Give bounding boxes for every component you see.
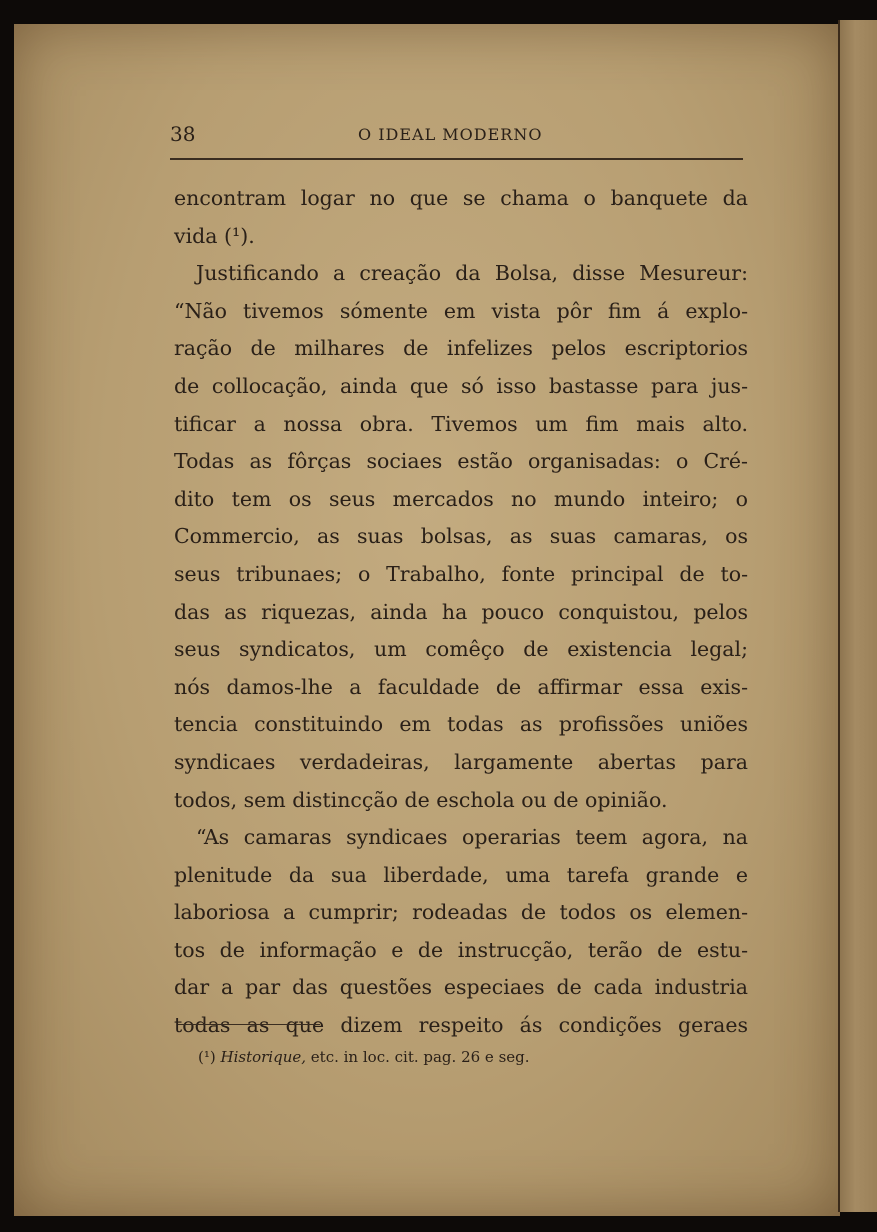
text-line: nós damos-lhe a faculdade de affirmar essa exis-: [174, 674, 748, 699]
header-rule: [170, 158, 743, 160]
text-line: das as riquezas, ainda ha pouco conquistou, pelos: [174, 599, 748, 624]
text-line: ração de milhares de infelizes pelos escriptorios: [174, 336, 748, 361]
text-line: Todas as fôrças sociaes estão organisadas: o Cré-: [174, 449, 748, 474]
text-line: todos, sem distincção de eschola ou de opinião.: [174, 787, 668, 812]
text-line: syndicaes verdadeiras, largamente abertas para: [174, 749, 748, 774]
text-line: plenitude da sua liberdade, uma tarefa grande e: [174, 862, 748, 887]
footnote-title: Historique,: [220, 1048, 307, 1066]
page-header: [170, 122, 743, 148]
text-line: seus tribunaes; o Trabalho, fonte principal de to-: [174, 561, 748, 586]
text-line: encontram logar no que se chama o banquete da: [174, 186, 748, 210]
text-line: tificar a nossa obra. Tivemos um fim mais alto.: [174, 411, 748, 436]
text-line: tencia constituindo em todas as profissões uniões: [174, 712, 748, 737]
text-line: laboriosa a cumprir; rodeadas de todos os elemen-: [174, 900, 748, 925]
text-line: Justificando a creação da Bolsa, disse Mesureur:: [196, 261, 748, 286]
text-line: de collocação, ainda que só isso bastasse para jus-: [174, 373, 748, 398]
text-line: dito tem os seus mercados no mundo inteiro; o: [174, 486, 748, 511]
body-text: [174, 180, 748, 1045]
text-line: Commercio, as suas bolsas, as suas camaras, os: [174, 524, 748, 549]
text-line: vida (¹).: [174, 223, 255, 248]
text-line: “Não tivemos sómente em vista pôr fim á explo-: [174, 298, 748, 323]
footnote-marker: (¹): [198, 1048, 216, 1066]
next-page-edge: [838, 20, 877, 1212]
text-line: dar a par das questões especiaes de cada industria: [174, 975, 748, 1000]
running-title: O IDEAL MODERNO: [358, 125, 543, 144]
text-line: tos de informação e de instrucção, terão de estu-: [174, 937, 748, 962]
footnote-text: etc. in loc. cit. pag. 26 e seg.: [310, 1048, 530, 1066]
text-line: todas as que dizem respeito ás condições geraes: [174, 1013, 748, 1038]
text-line: seus syndicatos, um comêço de existencia legal;: [174, 637, 748, 662]
footnote: [198, 1048, 530, 1066]
page-number: 38: [170, 122, 196, 146]
text-line: “As camaras syndicaes operarias teem agora, na: [196, 825, 748, 850]
footnote-rule: [178, 1024, 320, 1025]
